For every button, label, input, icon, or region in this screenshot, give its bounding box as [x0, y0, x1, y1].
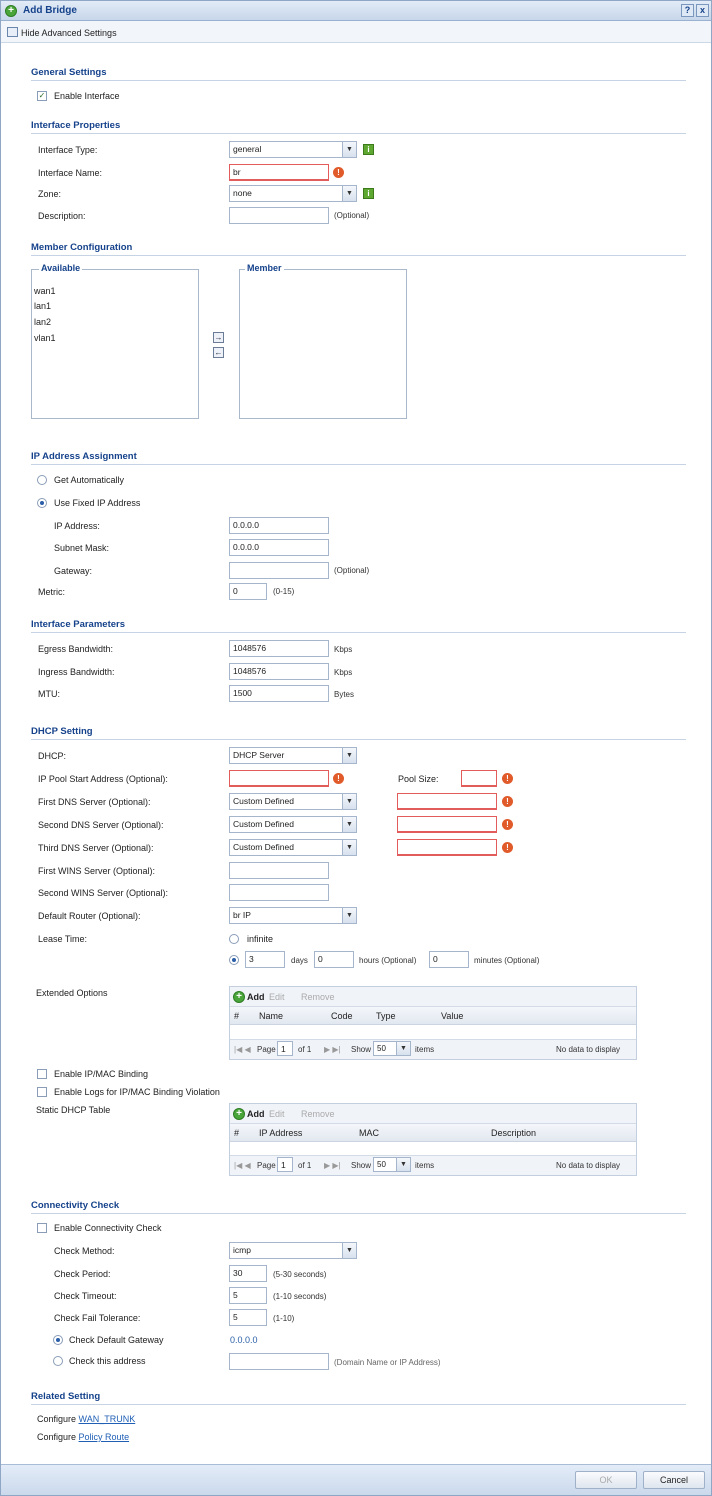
ip-address-label: IP Address: — [54, 521, 100, 531]
hide-advanced-settings-link[interactable]: Hide Advanced Settings — [21, 28, 117, 38]
lease-time-label: Lease Time: — [38, 934, 88, 944]
egress-bandwidth-input[interactable]: 1048576 — [229, 640, 329, 657]
close-icon[interactable]: x — [696, 4, 709, 17]
title-bar — [1, 1, 711, 21]
list-item[interactable]: lan2 — [34, 317, 52, 327]
page-input[interactable]: 1 — [277, 1041, 293, 1056]
general-settings-title: General Settings — [31, 67, 107, 78]
show-label: Show — [351, 1161, 372, 1170]
divider — [31, 80, 686, 81]
check-timeout-label: Check Timeout: — [54, 1291, 117, 1301]
default-router-value: br IP — [233, 910, 251, 920]
hours-input[interactable]: 0 — [314, 951, 354, 968]
edit-button[interactable]: Edit — [269, 1109, 285, 1119]
subnet-mask-label: Subnet Mask: — [54, 543, 110, 553]
first-dns-label: First DNS Server (Optional): — [38, 797, 151, 807]
chevron-down-icon: ▼ — [396, 1042, 410, 1055]
second-dns-select[interactable] — [229, 816, 357, 833]
chevron-down-icon: ▼ — [342, 1243, 356, 1258]
gateway-label: Gateway: — [54, 566, 93, 576]
interface-properties-title: Interface Properties — [31, 120, 121, 131]
interface-type-value: general — [233, 144, 262, 154]
metric-input[interactable]: 0 — [229, 583, 267, 600]
check-this-address-label: Check this address — [69, 1356, 146, 1366]
chevron-down-icon: ▼ — [342, 748, 356, 763]
second-dns-value: Custom Defined — [233, 819, 294, 829]
member-list[interactable] — [239, 269, 407, 419]
second-dns-label: Second DNS Server (Optional): — [38, 820, 164, 830]
remove-button[interactable]: Remove — [301, 992, 335, 1002]
configure-label: Configure — [37, 1414, 77, 1424]
divider — [31, 255, 686, 256]
page-input[interactable]: 1 — [277, 1157, 293, 1172]
check-fail-tolerance-label: Check Fail Tolerance: — [54, 1313, 141, 1323]
grid-toolbar — [230, 1104, 636, 1124]
check-timeout-hint: (1-10 seconds) — [273, 1292, 327, 1301]
default-gateway-value: 0.0.0.0 — [230, 1335, 258, 1345]
third-dns-input[interactable] — [397, 839, 497, 856]
interface-name-input[interactable]: br — [229, 164, 329, 181]
enable-interface-checkbox[interactable]: ✓ — [38, 91, 46, 100]
first-wins-input[interactable] — [229, 862, 329, 879]
check-method-value: icmp — [233, 1245, 251, 1255]
empty-message: No data to display — [556, 1161, 621, 1170]
first-wins-label: First WINS Server (Optional): — [38, 866, 156, 876]
dhcp-value: DHCP Server — [233, 750, 285, 760]
use-fixed-ip-label: Use Fixed IP Address — [54, 498, 141, 508]
ok-button[interactable]: OK — [575, 1471, 637, 1489]
list-item[interactable]: vlan1 — [34, 333, 56, 343]
use-fixed-ip-radio[interactable] — [37, 498, 47, 508]
help-icon[interactable]: ? — [681, 4, 694, 17]
third-dns-value: Custom Defined — [233, 842, 294, 852]
error-icon: ! — [333, 773, 344, 784]
member-legend: Member — [247, 263, 282, 273]
first-page-icon[interactable]: |◀ ◀ — [234, 1161, 251, 1170]
get-automatically-radio[interactable] — [37, 475, 47, 485]
connectivity-check-title: Connectivity Check — [31, 1200, 120, 1211]
egress-bandwidth-label: Egress Bandwidth: — [38, 644, 114, 654]
configure-policy-row — [37, 1432, 129, 1442]
gateway-input[interactable] — [229, 562, 329, 579]
divider — [31, 739, 686, 740]
zone-select[interactable] — [229, 185, 357, 202]
ip-address-input[interactable]: 0.0.0.0 — [229, 517, 329, 534]
check-default-gateway-label: Check Default Gateway — [69, 1335, 164, 1345]
extended-options-label: Extended Options — [36, 988, 108, 998]
check-address-input[interactable] — [229, 1353, 329, 1370]
column-header[interactable]: Code — [331, 1011, 353, 1021]
days-label: days — [291, 956, 308, 965]
interface-type-select[interactable] — [229, 141, 357, 158]
items-label: items — [415, 1045, 435, 1054]
chevron-down-icon: ▼ — [342, 817, 356, 832]
add-button[interactable]: Add — [247, 992, 265, 1002]
first-page-icon[interactable]: |◀ ◀ — [234, 1045, 251, 1054]
first-dns-select[interactable] — [229, 793, 357, 810]
mtu-input[interactable]: 1500 — [229, 685, 329, 702]
ingress-unit: Kbps — [334, 668, 353, 677]
zone-label: Zone: — [38, 189, 62, 199]
pool-size-input[interactable] — [461, 770, 497, 787]
wan-trunk-link[interactable]: WAN_TRUNK — [78, 1414, 136, 1424]
infinite-label: infinite — [247, 934, 274, 944]
check-period-input[interactable]: 30 — [229, 1265, 267, 1282]
dhcp-select[interactable] — [229, 747, 357, 764]
chevron-down-icon: ▼ — [342, 794, 356, 809]
default-router-label: Default Router (Optional): — [38, 911, 141, 921]
zone-value: none — [233, 188, 252, 198]
column-header[interactable]: IP Address — [259, 1128, 303, 1138]
check-this-address-radio[interactable] — [53, 1356, 63, 1366]
member-configuration-title: Member Configuration — [31, 242, 133, 253]
get-automatically-label: Get Automatically — [54, 475, 125, 485]
enable-connectivity-check-label: Enable Connectivity Check — [54, 1223, 162, 1233]
interface-parameters-title: Interface Parameters — [31, 619, 125, 630]
configure-wan-row — [37, 1414, 135, 1424]
check-method-select[interactable] — [229, 1242, 357, 1259]
metric-hint: (0-15) — [273, 587, 295, 596]
chevron-down-icon: ▼ — [342, 908, 356, 923]
add-icon: + — [5, 5, 17, 17]
hours-label: hours (Optional) — [359, 956, 417, 965]
subnet-mask-input[interactable]: 0.0.0.0 — [229, 539, 329, 556]
info-icon[interactable]: i — [363, 188, 374, 199]
ip-pool-start-label: IP Pool Start Address (Optional): — [38, 774, 168, 784]
description-hint: (Optional) — [334, 211, 370, 220]
second-wins-label: Second WINS Server (Optional): — [38, 888, 169, 898]
default-router-select[interactable] — [229, 907, 357, 924]
mtu-unit: Bytes — [334, 690, 355, 699]
third-dns-select[interactable] — [229, 839, 357, 856]
static-dhcp-table-label: Static DHCP Table — [36, 1105, 111, 1115]
ip-mac-binding-label: Enable IP/MAC Binding — [54, 1069, 149, 1079]
grid-header — [230, 1007, 636, 1025]
page-count: of 1 — [298, 1161, 312, 1170]
interface-name-label: Interface Name: — [38, 168, 103, 178]
check-default-gateway-radio[interactable] — [53, 1335, 63, 1345]
infinite-radio[interactable] — [229, 934, 239, 944]
column-header: # — [234, 1128, 240, 1138]
minutes-input[interactable]: 0 — [429, 951, 469, 968]
next-page-icon[interactable]: ▶ ▶| — [324, 1045, 341, 1054]
second-wins-input[interactable] — [229, 884, 329, 901]
list-item[interactable]: lan1 — [34, 301, 52, 311]
ip-mac-logs-label: Enable Logs for IP/MAC Binding Violation — [54, 1087, 220, 1097]
remove-button[interactable]: Remove — [301, 1109, 335, 1119]
add-button[interactable]: Add — [247, 1109, 265, 1119]
check-method-label: Check Method: — [54, 1246, 115, 1256]
page-size-value: 50 — [377, 1160, 386, 1169]
related-setting-title: Related Setting — [31, 1391, 101, 1402]
next-page-icon[interactable]: ▶ ▶| — [324, 1161, 341, 1170]
egress-unit: Kbps — [334, 645, 353, 654]
enable-interface-label: Enable Interface — [54, 91, 120, 101]
window-title: Add Bridge — [23, 5, 77, 16]
chevron-down-icon: ▼ — [342, 142, 356, 157]
ip-mac-logs-checkbox[interactable] — [37, 1087, 47, 1097]
mtu-label: MTU: — [38, 689, 60, 699]
page-label: Page — [257, 1045, 276, 1054]
dhcp-setting-title: DHCP Setting — [31, 726, 93, 737]
lease-duration-radio[interactable] — [229, 955, 239, 965]
policy-route-link[interactable]: Policy Route — [78, 1432, 130, 1442]
column-header[interactable]: Type — [376, 1011, 396, 1021]
error-icon: ! — [502, 796, 513, 807]
available-legend: Available — [41, 263, 81, 273]
check-timeout-input[interactable]: 5 — [229, 1287, 267, 1304]
add-icon: + — [233, 991, 245, 1003]
check-address-hint: (Domain Name or IP Address) — [334, 1358, 441, 1367]
configure-label: Configure — [37, 1432, 77, 1442]
advanced-settings-icon — [7, 27, 18, 37]
available-list[interactable] — [31, 269, 199, 419]
grid-toolbar — [230, 987, 636, 1007]
ip-mac-binding-checkbox[interactable] — [37, 1069, 47, 1079]
edit-button[interactable]: Edit — [269, 992, 285, 1002]
pool-size-label: Pool Size: — [398, 774, 439, 784]
first-dns-input[interactable] — [397, 793, 497, 810]
error-icon: ! — [502, 773, 513, 784]
divider — [31, 1404, 686, 1405]
column-header[interactable]: Name — [259, 1011, 284, 1021]
add-icon: + — [233, 1108, 245, 1120]
page-count: of 1 — [298, 1045, 312, 1054]
metric-label: Metric: — [38, 587, 65, 597]
chevron-down-icon: ▼ — [396, 1158, 410, 1171]
column-header[interactable]: MAC — [359, 1128, 379, 1138]
first-dns-value: Custom Defined — [233, 796, 294, 806]
info-icon[interactable]: i — [363, 144, 374, 155]
chevron-down-icon: ▼ — [342, 186, 356, 201]
chevron-down-icon: ▼ — [342, 840, 356, 855]
column-header: # — [234, 1011, 240, 1021]
second-dns-input[interactable] — [397, 816, 497, 833]
divider — [31, 133, 686, 134]
divider — [31, 1213, 686, 1214]
page-size-value: 50 — [377, 1044, 386, 1053]
ingress-bandwidth-label: Ingress Bandwidth: — [38, 667, 115, 677]
column-header[interactable]: Value — [441, 1011, 464, 1021]
items-label: items — [415, 1161, 435, 1170]
check-fail-tolerance-input[interactable]: 5 — [229, 1309, 267, 1326]
error-icon: ! — [333, 167, 344, 178]
cancel-button[interactable]: Cancel — [643, 1471, 705, 1489]
divider — [31, 632, 686, 633]
days-input[interactable]: 3 — [245, 951, 285, 968]
third-dns-label: Third DNS Server (Optional): — [38, 843, 154, 853]
gateway-hint: (Optional) — [334, 566, 370, 575]
ip-pool-start-input[interactable] — [229, 770, 329, 787]
description-input[interactable] — [229, 207, 329, 224]
check-fail-tolerance-hint: (1-10) — [273, 1314, 295, 1323]
error-icon: ! — [502, 842, 513, 853]
enable-connectivity-check-checkbox[interactable] — [37, 1223, 47, 1233]
move-right-icon[interactable]: → — [214, 333, 223, 342]
show-label: Show — [351, 1045, 372, 1054]
move-left-icon[interactable]: ← — [214, 348, 223, 357]
interface-type-label: Interface Type: — [38, 145, 98, 155]
column-header[interactable]: Description — [491, 1128, 537, 1138]
description-label: Description: — [38, 211, 86, 221]
page-size-select[interactable] — [373, 1041, 411, 1056]
ingress-bandwidth-input[interactable]: 1048576 — [229, 663, 329, 680]
divider — [31, 464, 686, 465]
page-label: Page — [257, 1161, 276, 1170]
minutes-label: minutes (Optional) — [474, 956, 540, 965]
ip-address-assignment-title: IP Address Assignment — [31, 451, 137, 462]
error-icon: ! — [502, 819, 513, 830]
empty-message: No data to display — [556, 1045, 621, 1054]
check-period-hint: (5-30 seconds) — [273, 1270, 327, 1279]
list-item[interactable]: wan1 — [34, 286, 56, 296]
check-period-label: Check Period: — [54, 1269, 111, 1279]
page-size-select[interactable] — [373, 1157, 411, 1172]
dhcp-label: DHCP: — [38, 751, 67, 761]
